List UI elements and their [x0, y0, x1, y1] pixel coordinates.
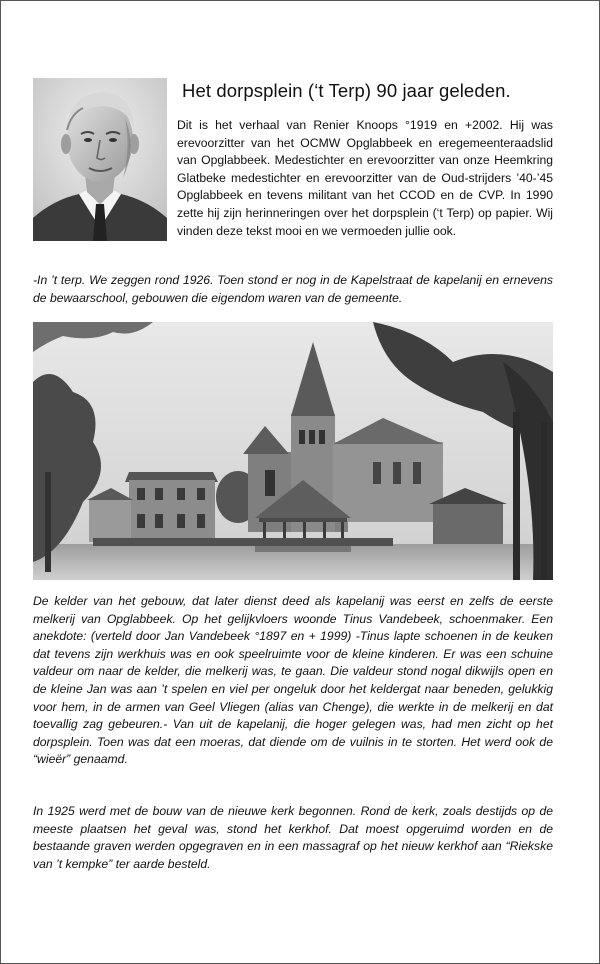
paragraph-terp: -In ’t terp. We zeggen rond 1926. Toen stond er nog in de Kapelstraat de kapelanij en ernevens de bewaarschool, gebouwen die eigendom waren van de gemeente.: [33, 273, 553, 305]
paragraph-kerk: In 1925 werd met de bouw van de nieuwe kerk begonnen. Rond de kerk, zoals destijds op de meeste plaatsen het geval was, stond het kerkhof. Dat moest opgeruimd worden en de bestaande graven werden opgegraven en in een massagraf op het nieuw kerkhof aan “Riekske van ’t kempke” ter aarde besteld.: [33, 804, 553, 871]
church-square-photo: [33, 322, 553, 580]
paragraph-kelder: De kelder van het gebouw, dat later dienst deed als kapelanij was eerst en zelfs de eerste melkerij van Opglabbeek. Op het gelijkvloers woonde Tinus Vandebeek, schoenmaker. Een anekdote: (verteld door Jan Vandebeek °1897 en + 1999) -Tinus lapte schoenen in de keuken dat tevens zijn werkhuis was en ook speelruimte voor de kleine kinderen. Er was een schuine valdeur om naar de kelder, die melkerij was, te gaan. Die valdeur stond nogal dikwijls open en de kleine Jan was aan ’t spelen en viel per ongeluk door het keldergat naar beneden, gelukkig voor hem, in de armen van Geel Vliegen (alias van Chenge), die werkte in de melkerij en dat toevallig zag gebeuren.- Van uit de kapelanij, die hoger gelegen was, had men zicht op het dorpsplein. Toen was dat een moeras, dat diende om de vuilnis in te storten. Het werd ook de “wieër” genaamd.: [33, 594, 553, 767]
page-title: Het dorpsplein (‘t Terp) 90 jaar geleden.: [182, 80, 511, 101]
intro-paragraph: [33, 117, 553, 241]
intro-text: Dit is het verhaal van Renier Knoops °1919 en +2002. Hij was erevoorzitter van het OCMW Opglabbeek en eregemeenteraadslid van Opglabbeek. Medestichter en erevoorzitter van onze Heemkring Glatbeke medestichter en erevoorzitter van de Oud-strijders ’40-’45 Opglabbeek en tevens militant van het CCOD en de CVP. In 1990 zette hij zijn herinneringen over het dorpsplein (‘t Terp) op papier. Wij vinden deze tekst mooi en we vermoeden jullie ook.: [177, 118, 553, 238]
